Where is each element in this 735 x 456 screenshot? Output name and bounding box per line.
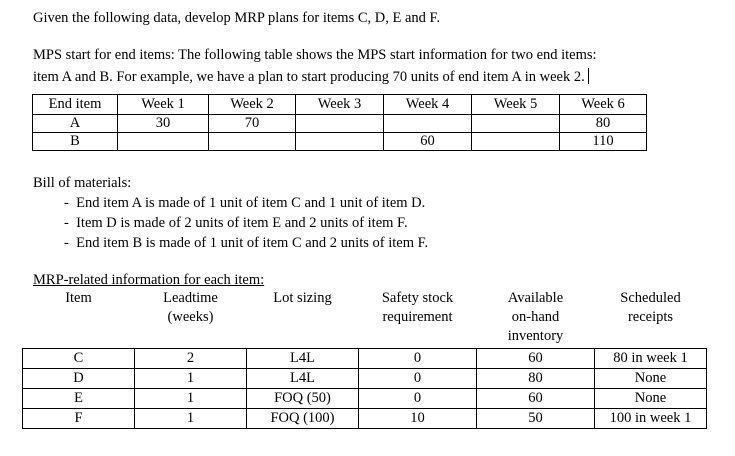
mps-cell: A <box>33 115 118 133</box>
mrp-cell: L4L <box>247 369 359 389</box>
mrp-cell: None <box>595 369 707 389</box>
mrp-row-f <box>23 409 707 429</box>
mps-header-row <box>33 95 647 115</box>
mrp-cell: 1 <box>135 369 247 389</box>
mrp-cell: 10 <box>359 409 477 429</box>
mps-header-cell: Week 3 <box>296 95 384 115</box>
mps-row-b <box>33 133 647 151</box>
intro-text: Given the following data, develop MRP plans for items C, D, E and F. <box>33 10 441 26</box>
mps-cell <box>118 133 209 151</box>
mps-cell <box>296 133 384 151</box>
mps-cell: 110 <box>560 133 647 151</box>
mps-description-line-2-wrap <box>33 68 589 86</box>
mps-header-cell: Week 1 <box>118 95 209 115</box>
bom-item: - End item B is made of 1 unit of item C and 2 units of item F. <box>64 235 429 251</box>
mrp-cell: 60 <box>477 389 595 409</box>
mps-cell: B <box>33 133 118 151</box>
mrp-cell: 0 <box>359 349 477 369</box>
mps-row-a <box>33 115 647 133</box>
mrp-cell: FOQ (100) <box>247 409 359 429</box>
mps-header-cell: Week 2 <box>209 95 296 115</box>
mrp-title: MRP-related information for each item: <box>33 272 265 288</box>
mrp-cell: F <box>23 409 135 429</box>
mrp-header-row <box>23 289 707 349</box>
mrp-cell: 1 <box>135 409 247 429</box>
mps-description-line-2: item A and B. For example, we have a plan to start producing 70 units of end item A in week 2. <box>33 69 585 85</box>
mrp-cell: 80 in week 1 <box>595 349 707 369</box>
mps-header-cell: End item <box>33 95 118 115</box>
mps-header-cell: Week 5 <box>472 95 560 115</box>
mps-description-line-1: MPS start for end items: The following table shows the MPS start information for two end items: <box>33 47 597 63</box>
mrp-row-c <box>23 349 707 369</box>
mrp-header-cell: Item <box>23 289 135 349</box>
mps-cell: 30 <box>118 115 209 133</box>
mps-table <box>32 94 647 151</box>
text-cursor <box>588 68 589 84</box>
mrp-cell: 0 <box>359 389 477 409</box>
mps-cell <box>472 115 560 133</box>
mrp-cell: D <box>23 369 135 389</box>
bom-title: Bill of materials: <box>33 175 132 191</box>
mrp-cell: 50 <box>477 409 595 429</box>
mrp-cell: 60 <box>477 349 595 369</box>
mrp-cell: L4L <box>247 349 359 369</box>
mps-header-cell: Week 6 <box>560 95 647 115</box>
mrp-cell: 80 <box>477 369 595 389</box>
mrp-row-e <box>23 389 707 409</box>
mps-cell <box>384 115 472 133</box>
mrp-cell: 0 <box>359 369 477 389</box>
bom-item: - Item D is made of 2 units of item E and 2 units of item F. <box>64 215 408 231</box>
mrp-header-cell: Lot sizing <box>247 289 359 349</box>
mrp-header-cell: Leadtime (weeks) <box>135 289 247 349</box>
mrp-table <box>22 289 707 429</box>
mps-header-cell: Week 4 <box>384 95 472 115</box>
mrp-header-cell: Scheduled receipts <box>595 289 707 349</box>
mps-cell <box>472 133 560 151</box>
mrp-cell: E <box>23 389 135 409</box>
bom-item: - End item A is made of 1 unit of item C and 1 unit of item D. <box>64 195 426 211</box>
mrp-cell: FOQ (50) <box>247 389 359 409</box>
mps-cell: 80 <box>560 115 647 133</box>
mps-cell: 70 <box>209 115 296 133</box>
mrp-header-cell: Safety stock requirement <box>359 289 477 349</box>
mrp-header-cell: Available on-hand inventory <box>477 289 595 349</box>
mps-cell <box>209 133 296 151</box>
mps-cell <box>296 115 384 133</box>
mps-cell: 60 <box>384 133 472 151</box>
mrp-cell: 2 <box>135 349 247 369</box>
mrp-cell: 1 <box>135 389 247 409</box>
mrp-cell: C <box>23 349 135 369</box>
mrp-cell: 100 in week 1 <box>595 409 707 429</box>
mrp-cell: None <box>595 389 707 409</box>
mrp-row-d <box>23 369 707 389</box>
